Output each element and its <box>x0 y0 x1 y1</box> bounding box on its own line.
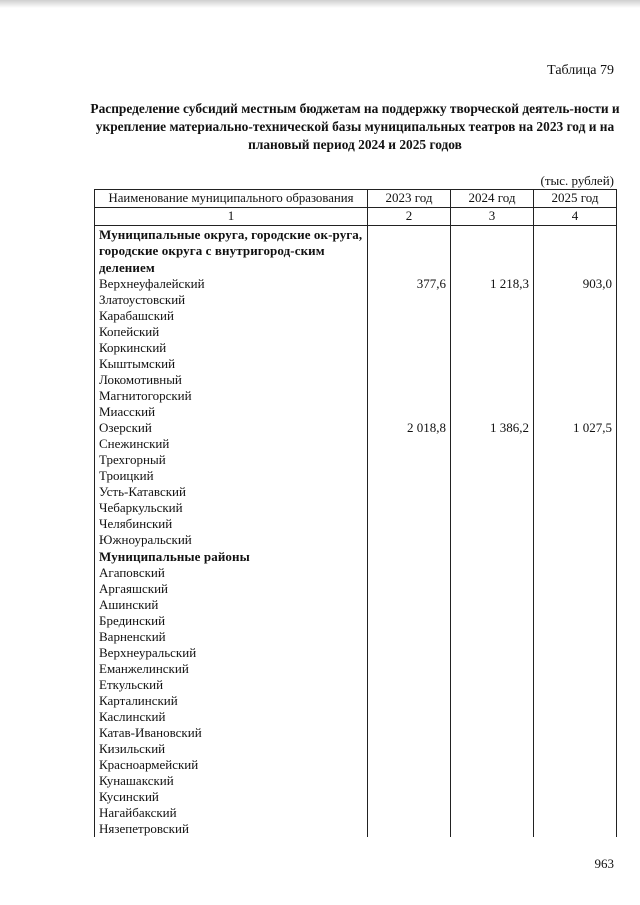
table-row <box>95 773 617 789</box>
header-row <box>95 190 617 208</box>
table-row <box>95 484 617 500</box>
value-2023 <box>368 372 451 388</box>
value-2025 <box>534 613 617 629</box>
value-2025 <box>534 516 617 532</box>
value-2024 <box>451 516 534 532</box>
table-row <box>95 821 617 837</box>
value-2025 <box>534 645 617 661</box>
col-number-3: 3 <box>451 208 534 226</box>
value-2025 <box>534 436 617 452</box>
value-2025 <box>534 725 617 741</box>
municipality-name: Южноуральский <box>95 532 368 548</box>
municipality-name: Карабашский <box>95 308 368 324</box>
value-2023 <box>368 677 451 693</box>
value-2025 <box>534 805 617 821</box>
value-2023 <box>368 613 451 629</box>
municipality-name: Челябинский <box>95 516 368 532</box>
header-2025: 2025 год <box>534 190 617 208</box>
value-2024: 1 218,3 <box>451 276 534 292</box>
value-2024 <box>451 452 534 468</box>
header-name: Наименование муниципального образования <box>95 190 368 208</box>
cell-2023 <box>368 548 451 565</box>
value-2024 <box>451 725 534 741</box>
value-2025: 1 027,5 <box>534 420 617 436</box>
value-2024 <box>451 532 534 548</box>
municipality-name: Копейский <box>95 324 368 340</box>
municipality-name: Нагайбакский <box>95 805 368 821</box>
value-2025 <box>534 709 617 725</box>
col-number-2: 2 <box>368 208 451 226</box>
table-row <box>95 757 617 773</box>
table-row <box>95 436 617 452</box>
table-row <box>95 372 617 388</box>
value-2023 <box>368 404 451 420</box>
value-2024 <box>451 661 534 677</box>
header-2024: 2024 год <box>451 190 534 208</box>
section-title: Муниципальные округа, городские ок-руга, городские округа с внутригород-ским делением <box>95 226 368 276</box>
municipality-name: Усть-Катавский <box>95 484 368 500</box>
table-row <box>95 356 617 372</box>
section-row <box>95 226 617 276</box>
municipality-name: Озерский <box>95 420 368 436</box>
value-2023 <box>368 324 451 340</box>
col-number-4: 4 <box>534 208 617 226</box>
table-row <box>95 468 617 484</box>
value-2023 <box>368 388 451 404</box>
value-2024 <box>451 773 534 789</box>
value-2025 <box>534 404 617 420</box>
municipality-name: Златоустовский <box>95 292 368 308</box>
value-2024 <box>451 565 534 581</box>
municipality-name: Снежинский <box>95 436 368 452</box>
municipality-name: Верхнеуфалейский <box>95 276 368 292</box>
value-2023 <box>368 629 451 645</box>
table-row <box>95 516 617 532</box>
municipality-name: Троицкий <box>95 468 368 484</box>
table-row <box>95 613 617 629</box>
value-2023 <box>368 484 451 500</box>
municipality-name: Карталинский <box>95 693 368 709</box>
value-2024 <box>451 597 534 613</box>
value-2023 <box>368 645 451 661</box>
cell-2025 <box>534 548 617 565</box>
value-2024 <box>451 581 534 597</box>
value-2024 <box>451 308 534 324</box>
municipality-name: Магнитогорский <box>95 388 368 404</box>
value-2023 <box>368 709 451 725</box>
value-2023 <box>368 468 451 484</box>
table-row <box>95 276 617 292</box>
value-2025 <box>534 581 617 597</box>
section-title: Муниципальные районы <box>95 548 368 565</box>
value-2025 <box>534 500 617 516</box>
municipality-name: Каслинский <box>95 709 368 725</box>
value-2024 <box>451 629 534 645</box>
section-row <box>95 548 617 565</box>
table-body <box>95 226 617 838</box>
cell-2025 <box>534 226 617 276</box>
value-2023 <box>368 516 451 532</box>
value-2024 <box>451 468 534 484</box>
table-row <box>95 645 617 661</box>
cell-2024 <box>451 226 534 276</box>
table-row <box>95 661 617 677</box>
table-row <box>95 725 617 741</box>
value-2023 <box>368 597 451 613</box>
value-2023 <box>368 500 451 516</box>
value-2023 <box>368 693 451 709</box>
value-2024 <box>451 741 534 757</box>
table-row <box>95 308 617 324</box>
column-number-row <box>95 208 617 226</box>
value-2024 <box>451 677 534 693</box>
table-row <box>95 452 617 468</box>
value-2024 <box>451 789 534 805</box>
value-2023 <box>368 292 451 308</box>
municipality-name: Аргаяшский <box>95 581 368 597</box>
municipality-name: Красноармейский <box>95 757 368 773</box>
municipality-name: Брединский <box>95 613 368 629</box>
value-2025 <box>534 356 617 372</box>
municipality-name: Коркинский <box>95 340 368 356</box>
value-2024 <box>451 757 534 773</box>
municipality-name: Миасский <box>95 404 368 420</box>
value-2023 <box>368 805 451 821</box>
value-2024 <box>451 404 534 420</box>
units-label: (тыс. рублей) <box>540 173 614 188</box>
municipality-name: Агаповский <box>95 565 368 581</box>
col-number-1: 1 <box>95 208 368 226</box>
municipality-name: Кунашакский <box>95 773 368 789</box>
value-2024 <box>451 340 534 356</box>
value-2024 <box>451 805 534 821</box>
table-row <box>95 629 617 645</box>
value-2024 <box>451 821 534 837</box>
table-row <box>95 565 617 581</box>
value-2024 <box>451 709 534 725</box>
municipality-name: Чебаркульский <box>95 500 368 516</box>
value-2024 <box>451 292 534 308</box>
cell-2024 <box>451 548 534 565</box>
value-2024: 1 386,2 <box>451 420 534 436</box>
value-2023 <box>368 308 451 324</box>
value-2023 <box>368 661 451 677</box>
table-row <box>95 388 617 404</box>
value-2025 <box>534 468 617 484</box>
value-2025: 903,0 <box>534 276 617 292</box>
value-2023 <box>368 452 451 468</box>
table-row <box>95 597 617 613</box>
value-2024 <box>451 693 534 709</box>
table-row <box>95 292 617 308</box>
value-2023 <box>368 757 451 773</box>
value-2024 <box>451 356 534 372</box>
value-2024 <box>451 324 534 340</box>
page-number: 963 <box>594 856 614 871</box>
value-2024 <box>451 500 534 516</box>
municipality-name: Верхнеуральский <box>95 645 368 661</box>
value-2025 <box>534 388 617 404</box>
municipality-name: Варненский <box>95 629 368 645</box>
value-2023 <box>368 821 451 837</box>
value-2025 <box>534 597 617 613</box>
municipality-name: Трехгорный <box>95 452 368 468</box>
table-number: Таблица 79 <box>547 63 614 78</box>
header-2023: 2023 год <box>368 190 451 208</box>
table-row <box>95 805 617 821</box>
value-2025 <box>534 773 617 789</box>
value-2023: 2 018,8 <box>368 420 451 436</box>
value-2023 <box>368 565 451 581</box>
municipality-name: Катав-Ивановский <box>95 725 368 741</box>
value-2025 <box>534 693 617 709</box>
table-row <box>95 581 617 597</box>
cell-2023 <box>368 226 451 276</box>
value-2024 <box>451 484 534 500</box>
municipality-name: Нязепетровский <box>95 821 368 837</box>
table-row <box>95 324 617 340</box>
value-2024 <box>451 613 534 629</box>
municipality-name: Ашинский <box>95 597 368 613</box>
value-2025 <box>534 324 617 340</box>
value-2025 <box>534 677 617 693</box>
value-2025 <box>534 789 617 805</box>
value-2024 <box>451 436 534 452</box>
value-2025 <box>534 308 617 324</box>
value-2023: 377,6 <box>368 276 451 292</box>
table-row <box>95 741 617 757</box>
value-2025 <box>534 340 617 356</box>
value-2025 <box>534 372 617 388</box>
value-2025 <box>534 741 617 757</box>
value-2025 <box>534 452 617 468</box>
table-row <box>95 500 617 516</box>
value-2025 <box>534 821 617 837</box>
value-2023 <box>368 773 451 789</box>
table-row <box>95 709 617 725</box>
table-row <box>95 340 617 356</box>
subsidy-table <box>94 189 617 837</box>
municipality-name: Локомотивный <box>95 372 368 388</box>
table-row <box>95 404 617 420</box>
value-2025 <box>534 629 617 645</box>
value-2023 <box>368 340 451 356</box>
value-2025 <box>534 565 617 581</box>
value-2023 <box>368 581 451 597</box>
value-2025 <box>534 661 617 677</box>
table-row <box>95 532 617 548</box>
value-2025 <box>534 292 617 308</box>
value-2023 <box>368 789 451 805</box>
table-row <box>95 789 617 805</box>
value-2023 <box>368 725 451 741</box>
value-2025 <box>534 757 617 773</box>
municipality-name: Кыштымский <box>95 356 368 372</box>
municipality-name: Кусинский <box>95 789 368 805</box>
value-2023 <box>368 356 451 372</box>
value-2023 <box>368 436 451 452</box>
value-2024 <box>451 645 534 661</box>
municipality-name: Еманжелинский <box>95 661 368 677</box>
scan-edge-shadow <box>0 0 640 8</box>
value-2023 <box>368 532 451 548</box>
table-row <box>95 420 617 436</box>
value-2025 <box>534 484 617 500</box>
value-2025 <box>534 532 617 548</box>
municipality-name: Еткульский <box>95 677 368 693</box>
value-2023 <box>368 741 451 757</box>
value-2024 <box>451 372 534 388</box>
table-row <box>95 677 617 693</box>
document-title: Распределение субсидий местным бюджетам на поддержку творческой деятель-ности и укрепление материально-технической базы муниципальных театров на 2023 год и на плановый период 2024 и 2025 годов <box>90 101 620 152</box>
value-2024 <box>451 388 534 404</box>
table-row <box>95 693 617 709</box>
municipality-name: Кизильский <box>95 741 368 757</box>
